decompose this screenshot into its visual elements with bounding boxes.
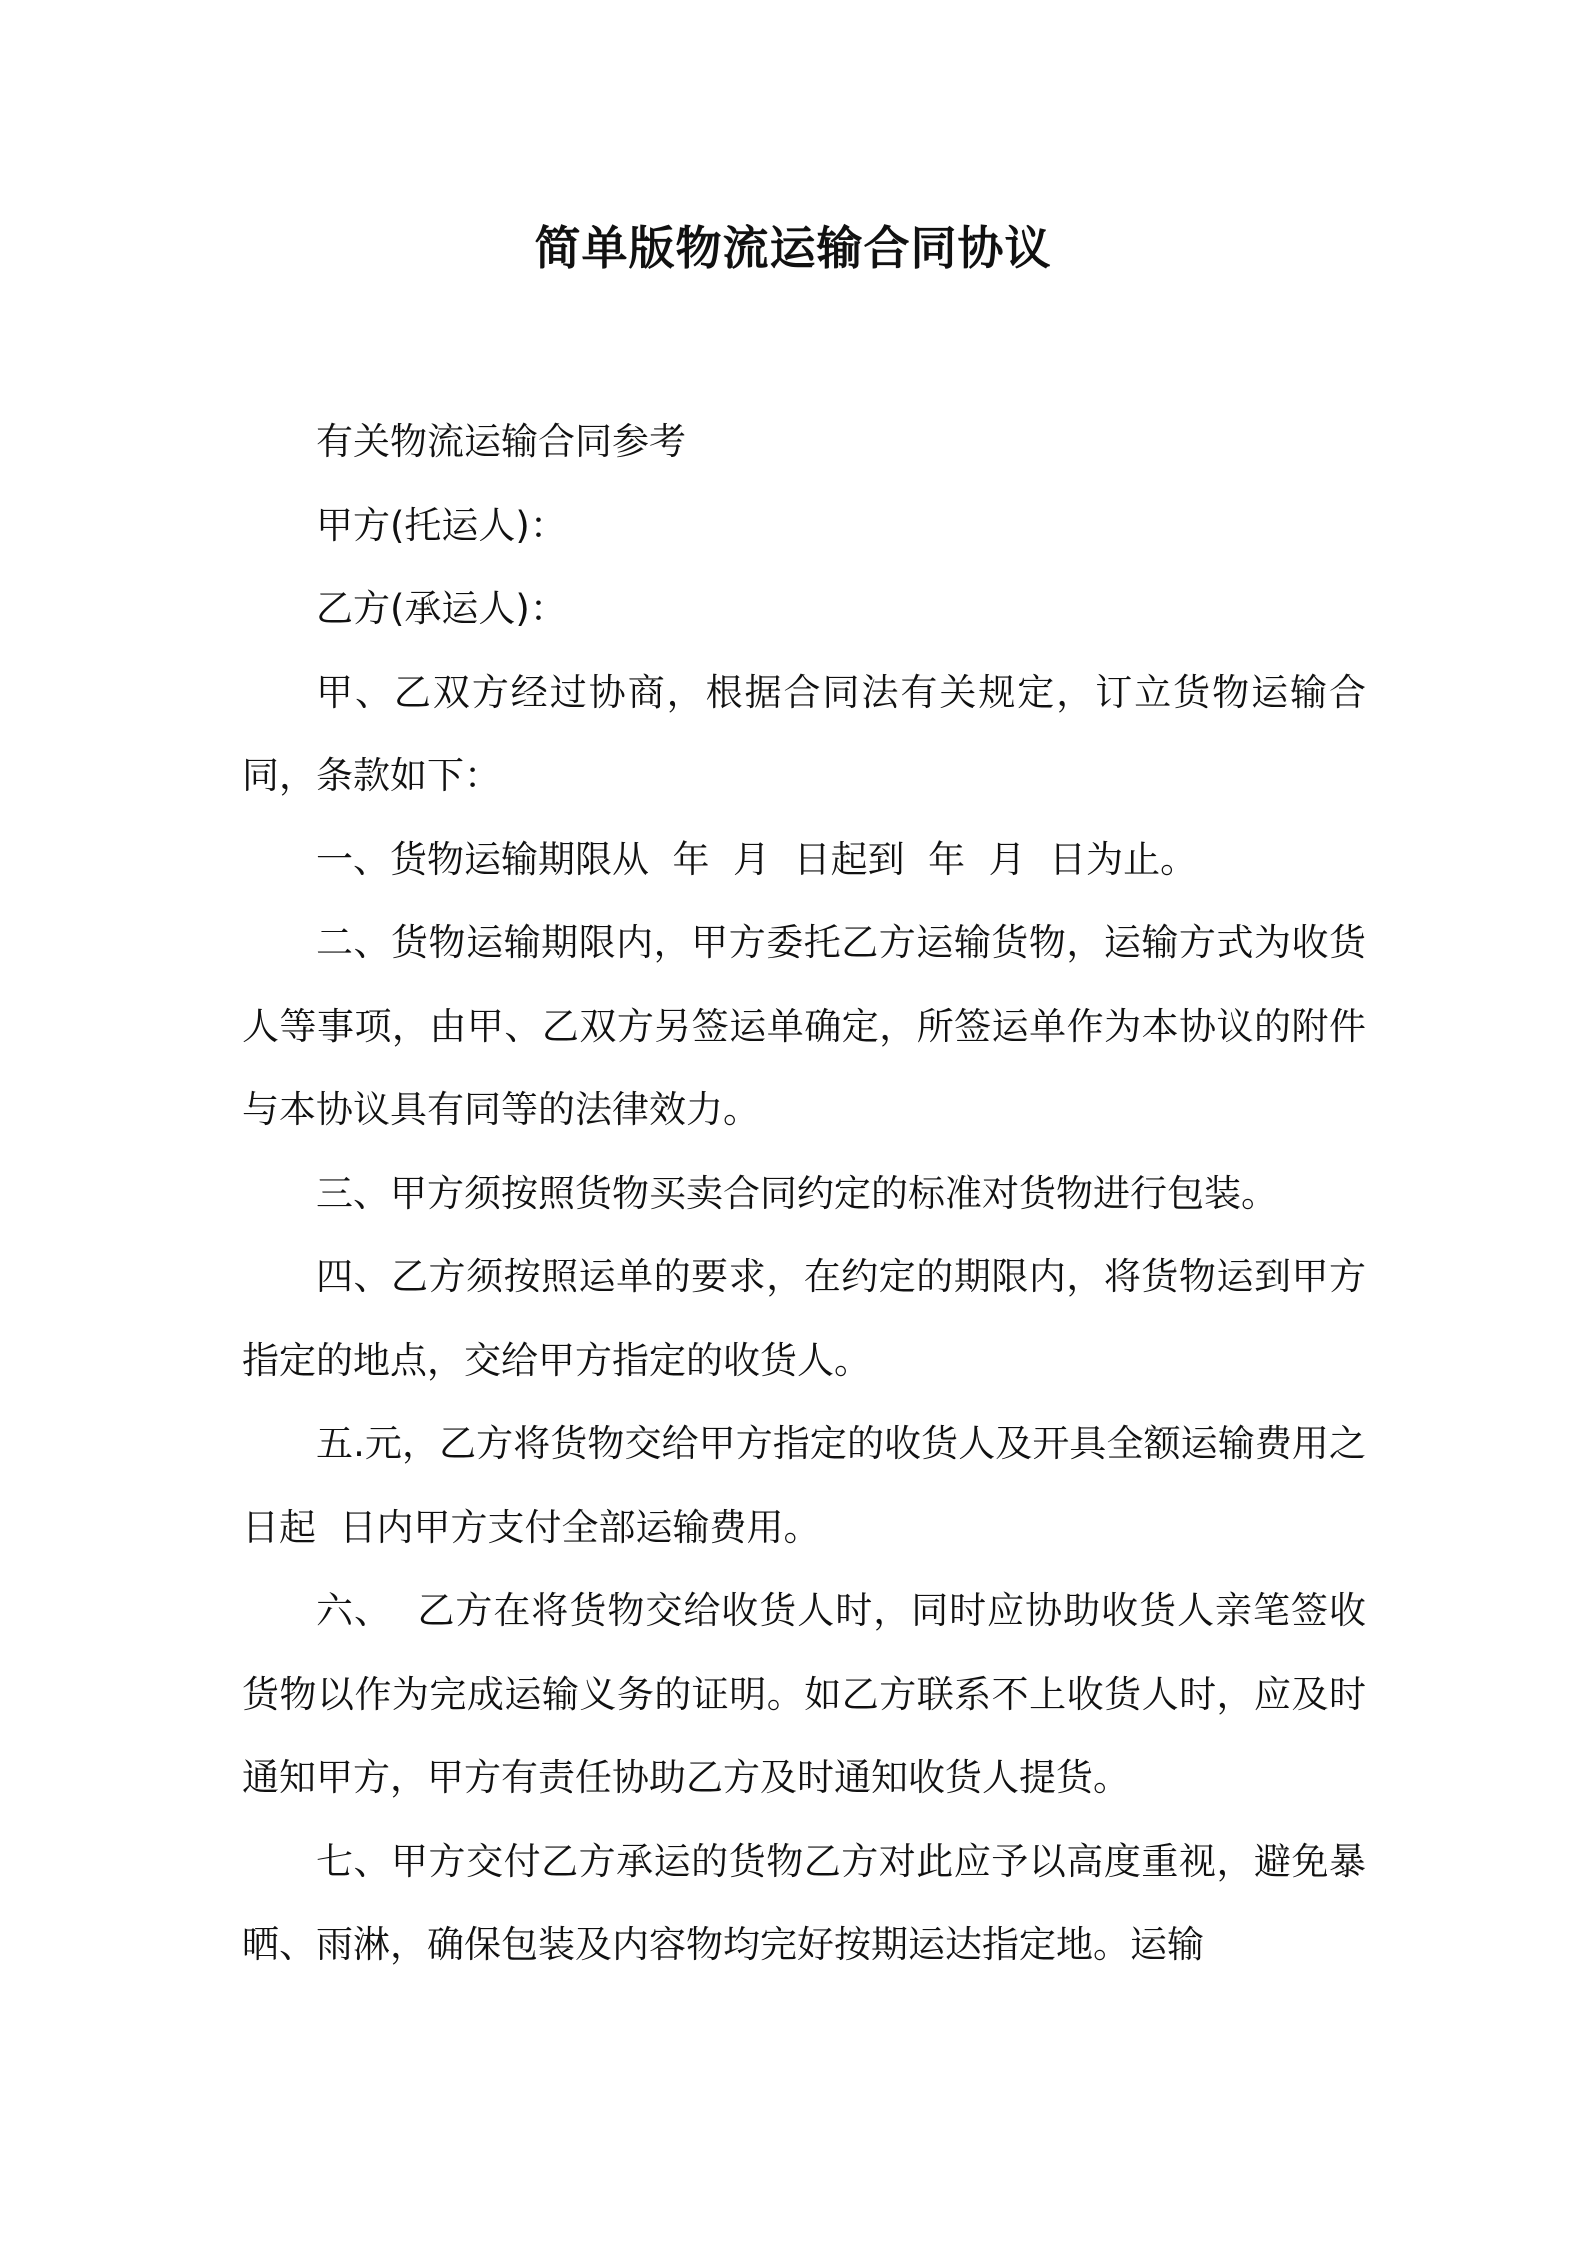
clause-2: 二、货物运输期限内，甲方委托乙方运输货物，运输方式为收货人等事项，由甲、乙双方另签运单确定，所签运单作为本协议的附件与本协议具有同等的法律效力。 xyxy=(242,921,1366,1131)
paragraph-preamble: 甲、乙双方经过协商，根据合同法有关规定，订立货物运输合同，条款如下： xyxy=(242,670,1366,797)
clause-3: 三、甲方须按照货物买卖合同约定的标准对货物进行包装。 xyxy=(316,1171,1278,1215)
document-body xyxy=(242,400,1366,1987)
clause-1: 一、货物运输期限从 年 月 日起到 年 月 日为止。 xyxy=(316,837,1198,881)
paragraph-party-b: 乙方(承运人)： xyxy=(316,587,567,630)
paragraph-intro: 有关物流运输合同参考 xyxy=(316,420,686,463)
document-title: 简单版物流运输合同协议 xyxy=(534,221,1052,275)
clause-6: 六、 乙方在将货物交给收货人时，同时应协助收货人亲笔签收货物以作为完成运输义务的证明。如乙方联系不上收货人时，应及时通知甲方，甲方有责任协助乙方及时通知收货人提货。 xyxy=(242,1589,1366,1799)
paragraph-party-a: 甲方(托运人)： xyxy=(316,503,567,547)
clause-5: 五.元，乙方将货物交给甲方指定的收货人及开具全额运输费用之日起 日内甲方支付全部运输费用。 xyxy=(242,1422,1366,1549)
clause-7: 七、甲方交付乙方承运的货物乙方对此应予以高度重视，避免暴晒、雨淋，确保包装及内容物均完好按期运达指定地。运输 xyxy=(242,1839,1366,1966)
clause-4: 四、乙方须按照运单的要求，在约定的期限内，将货物运到甲方指定的地点，交给甲方指定的收货人。 xyxy=(242,1255,1366,1382)
